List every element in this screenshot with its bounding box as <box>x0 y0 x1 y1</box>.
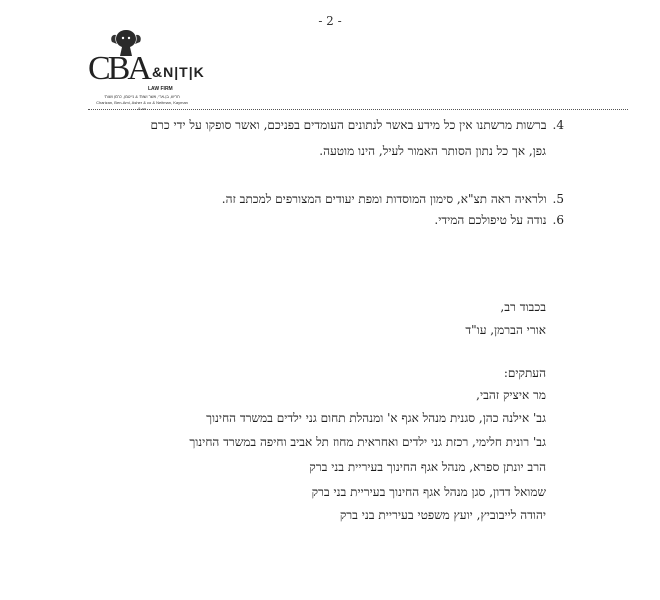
item-number: 4. <box>552 118 564 132</box>
logo-mark-right: &N|T|K <box>152 64 205 80</box>
item-5 <box>222 192 564 207</box>
header-divider <box>88 109 628 110</box>
logo-hebrew-names: חריש, בן-ארי, אשר ושות' & נייטמן, כרמן ושות' <box>104 94 180 99</box>
copy-recipient: יהודה לייבוביץ, יועץ משפטי בעיריית בני ברק <box>339 508 546 522</box>
item-text: ברשות מרשתנו אין כל מידע באשר לנתונים העומדים בפניכם, ואשר סופקו על ידי כרם <box>150 118 547 132</box>
item-number: 5. <box>552 192 564 206</box>
copy-recipient: גב' רונית חלימי, רכזת גני ילדים ואחראית מחוז תל אביב וחיפה במשרד החינוך <box>189 435 546 449</box>
item-number: 6. <box>552 213 564 227</box>
copy-recipient: מר איציק זהבי, <box>476 388 546 402</box>
logo-english-names: Charizan, Ben-Ami, Asher & co & Neitman, Kayman & co <box>96 100 188 111</box>
signature: אורי הברמן, עו"ד <box>465 323 546 337</box>
item-text: ולראיה ראה תצ"א, סימון המוסדות ומפת יעודים המצורפים למכתב זה. <box>221 192 547 206</box>
copy-recipient: שמואל דדון, סגן מנהל אגף החינוך בעיריית בני ברק <box>311 485 546 499</box>
item-6 <box>434 213 564 228</box>
logo-law-firm: LAW FIRM <box>148 86 173 92</box>
closing-regards: בכבוד רב, <box>500 300 546 314</box>
item-4 <box>150 118 564 133</box>
copy-recipient: גב' אילנה כהן, סגנית מנהל אגף א' ומנהלת תחום גני ילדים במשרד החינוך <box>206 411 546 425</box>
copy-recipient: הרב יונתן ספרא, מנהל אגף החינוך בעיריית בני ברק <box>309 460 546 474</box>
copies-heading: העתקים: <box>503 366 546 380</box>
item-text: נודה על טיפולכם המידי. <box>434 213 547 227</box>
firm-logo <box>88 28 205 111</box>
logo-mark: CBA <box>88 50 149 87</box>
item-4-continuation: גפן, אך כל נתון הסותר האמור לעיל, הינו מוטעה. <box>319 144 546 158</box>
page-number: - 2 - <box>318 14 342 28</box>
